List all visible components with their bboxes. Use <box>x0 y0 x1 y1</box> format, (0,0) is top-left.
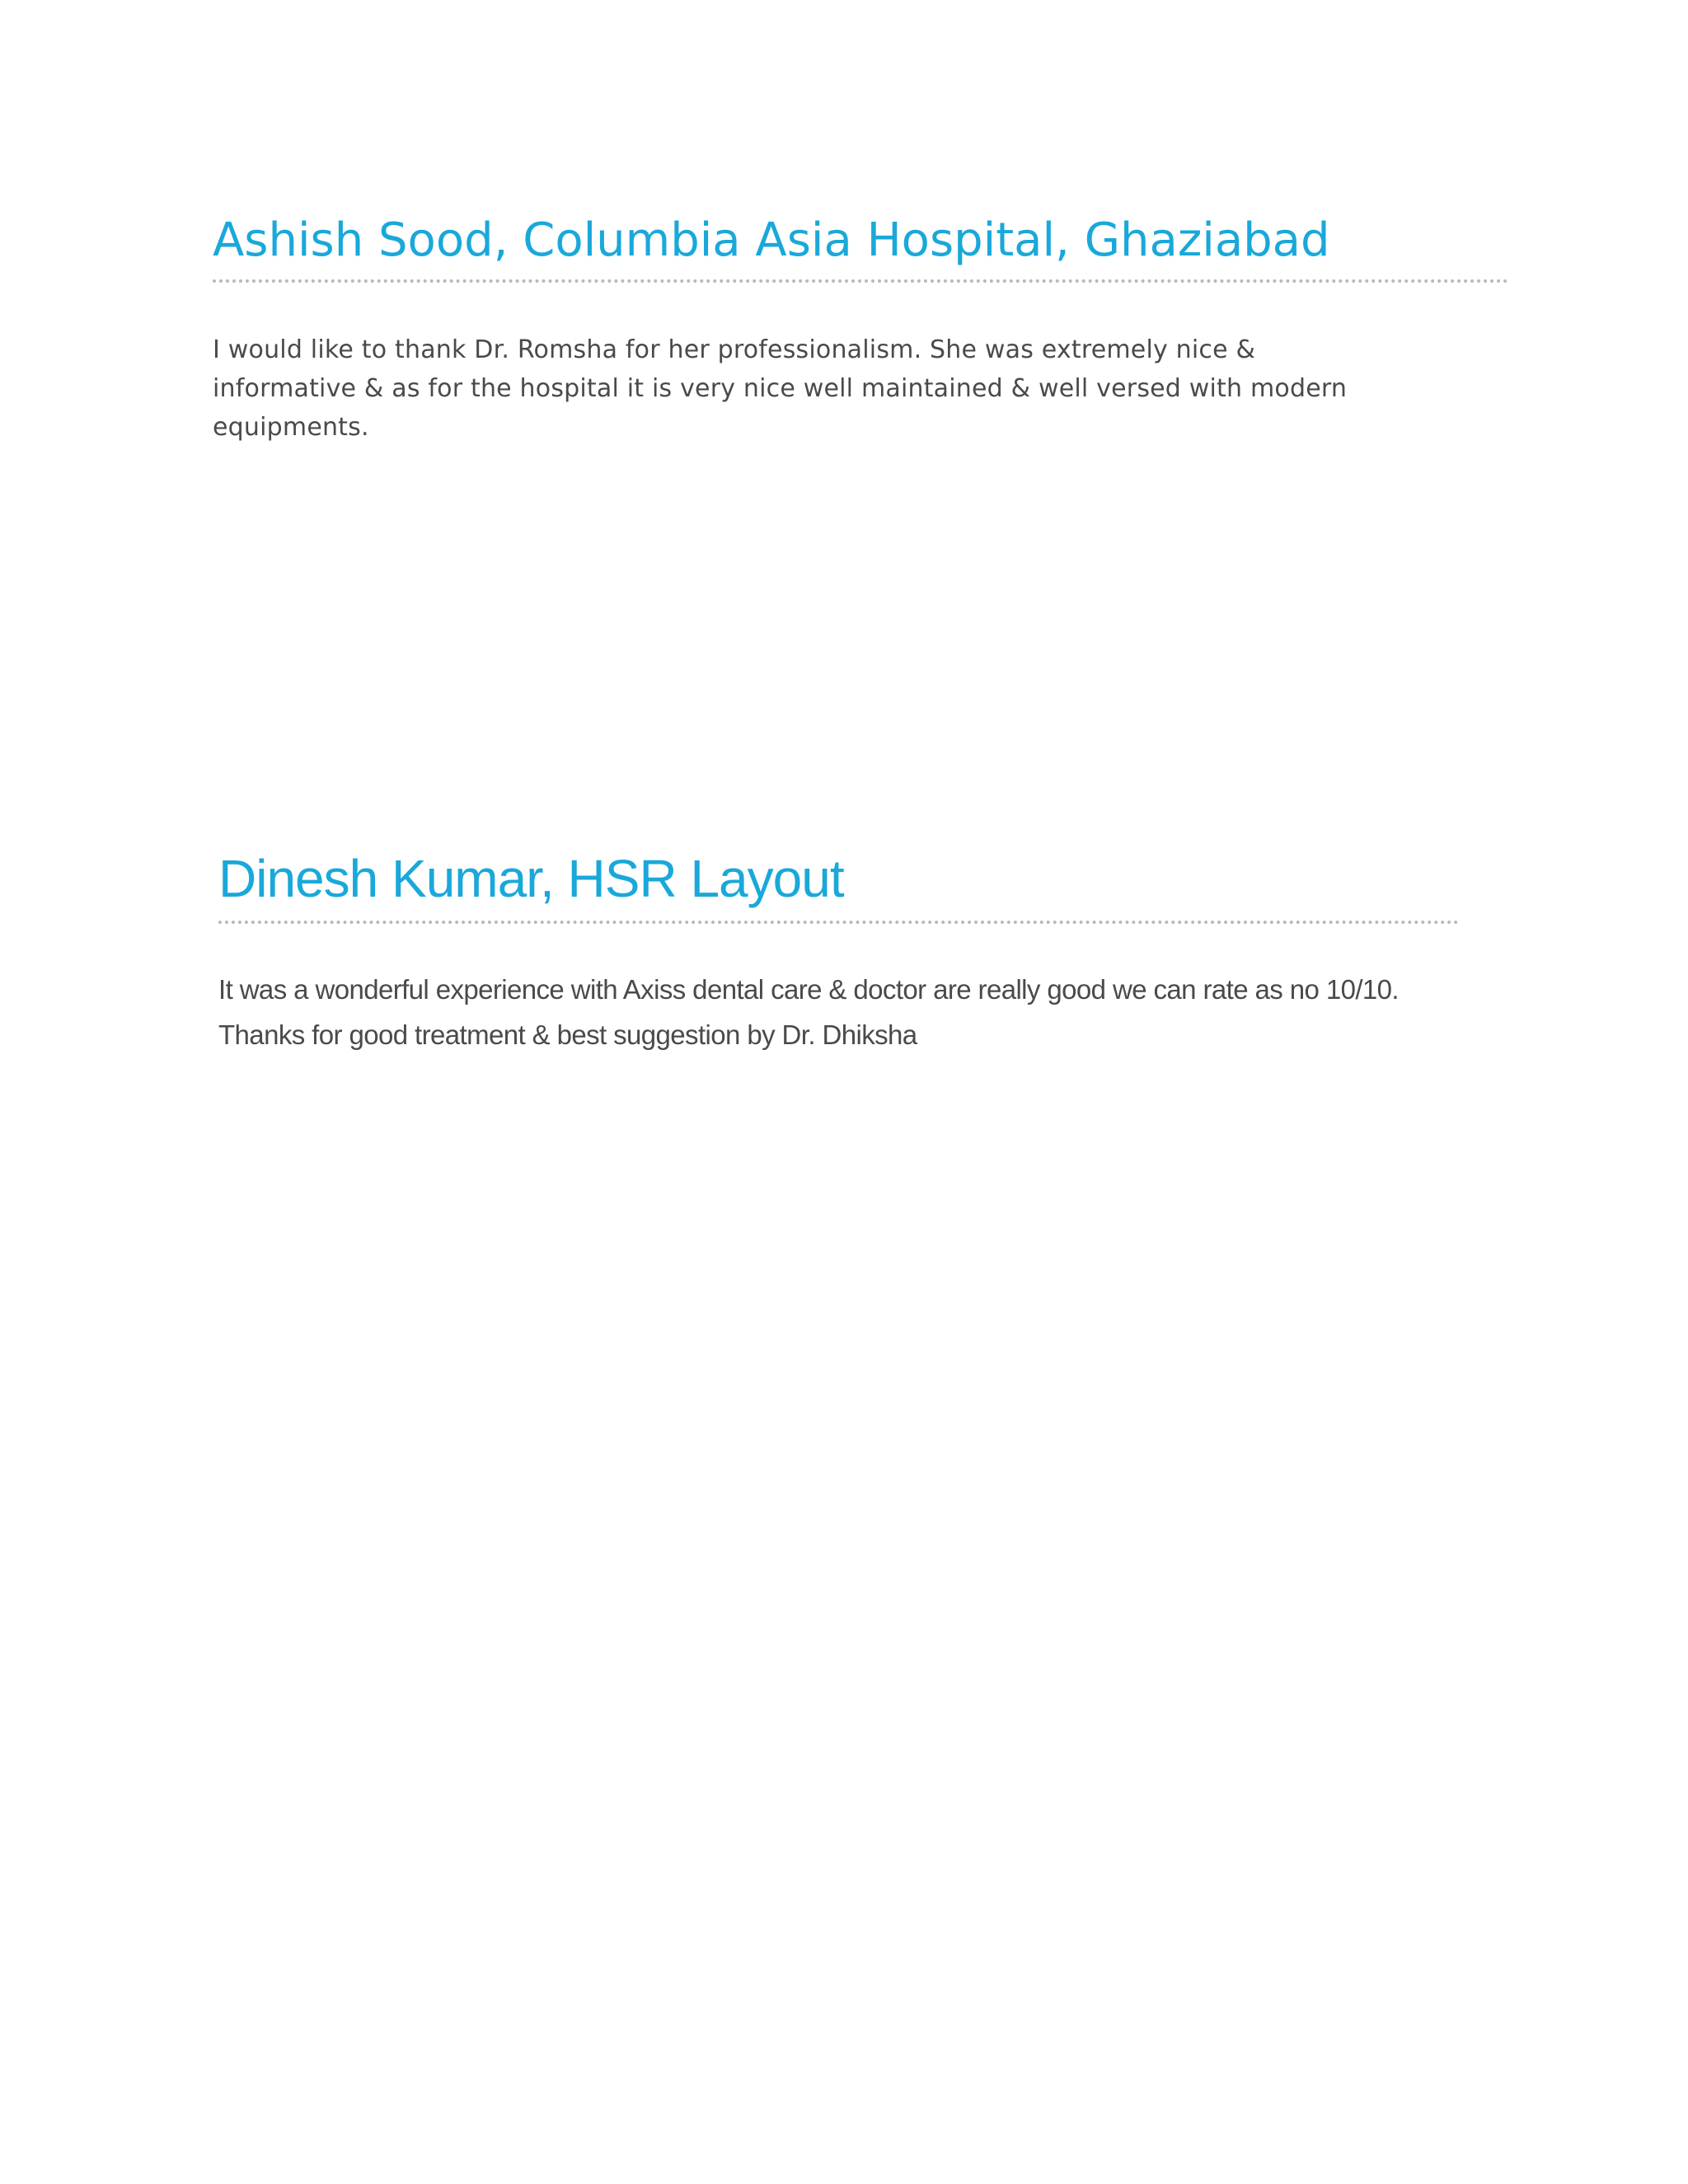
testimonial-author-title: Dinesh Kumar, HSR Layout <box>218 849 844 908</box>
testimonial-author-title: Ashish Sood, Columbia Asia Hospital, Ghaziabad <box>213 213 1330 267</box>
testimonial-card <box>218 847 1459 1057</box>
dotted-divider <box>218 921 1459 924</box>
testimonial-text: It was a wonderful experience with Axiss dental care & doctor are really good we can rate as no 10/10. Thanks for good treatment & best suggestion by Dr. Dhiksha <box>218 973 1399 1050</box>
testimonial-text: I would like to thank Dr. Romsha for her professionalism. She was extremely nice & informative & as for the hospital it is very nice well maintained & well versed with modern equipments. <box>213 335 1348 443</box>
testimonial-card <box>213 213 1508 447</box>
dotted-divider <box>213 279 1508 283</box>
